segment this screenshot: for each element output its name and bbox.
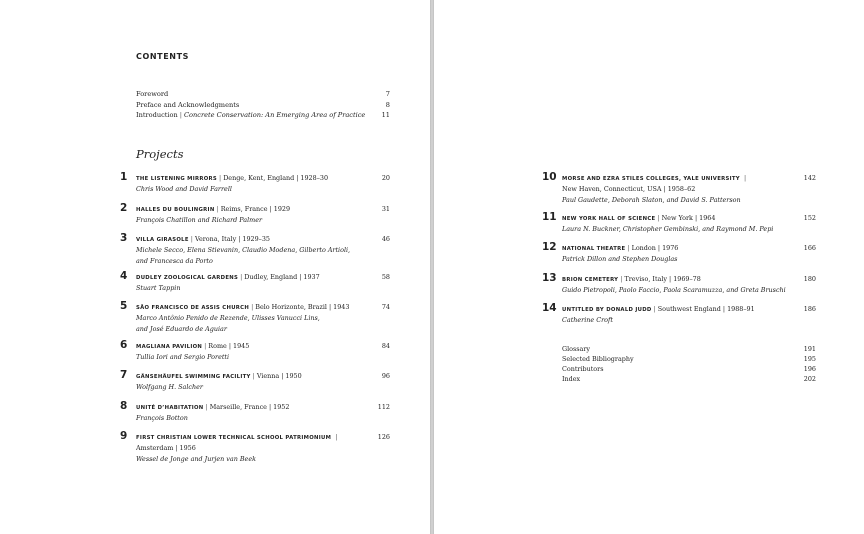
project-page-number: 46: [381, 235, 390, 243]
project-authors: Wessel de Jonge and Jurjen van Beek: [136, 454, 256, 463]
project-number: 11: [542, 211, 557, 223]
project-title: SÃO FRANCISCO DE ASSIS CHURCH: [136, 305, 250, 311]
toc-page-number: 191: [803, 345, 816, 353]
project-title: UNTITLED BY DONALD JUDD: [562, 307, 652, 313]
project-authors: Michele Secco, Elena Stievanin, Claudio Modena, Gilberto Artioli,: [136, 246, 351, 255]
toc-label: Foreword: [136, 90, 169, 98]
project-authors-continued: and José Eduardo de Aguiar: [136, 324, 227, 333]
project-place-date: Reims, France | 1929: [220, 205, 291, 213]
project-authors: Marco Antônio Penido de Rezende, Ulisses Vanucci Lins,: [136, 314, 320, 323]
project-title: HALLES DU BOULINGRIN: [136, 207, 215, 213]
toc-page-number: 195: [803, 355, 816, 363]
project-title: FIRST CHRISTIAN LOWER TECHNICAL SCHOOL PATRIMONIUM: [136, 435, 332, 441]
project-title: THE LISTENING MIRRORS: [136, 176, 218, 182]
project-details: BRION CEMETERY | Treviso, Italy | 1969–78 Guido Pietropoli, Paolo Faccio, Paola Scaramuzza, and Greta Bruschi: [562, 274, 792, 296]
project-number: 3: [120, 232, 128, 244]
project-title: MAGLIANA PAVILION: [136, 344, 203, 350]
project-place-date: New Haven, Connecticut, USA | 1958–62: [562, 185, 696, 194]
project-title: DUDLEY ZOOLOGICAL GARDENS: [136, 275, 239, 281]
project-number: 7: [120, 369, 128, 381]
project-place-date: Marseille, France | 1952: [209, 403, 290, 411]
toc-row-preface[interactable]: [136, 100, 390, 111]
project-place-date: Southwest England | 1988–91: [657, 305, 755, 313]
project-authors: Wolfgang H. Salcher: [136, 383, 203, 392]
project-page-number: 84: [381, 342, 390, 350]
project-details: THE LISTENING MIRRORS | Denge, Kent, England | 1928–30 Chris Wood and David Farrell: [136, 173, 358, 195]
project-number: 14: [542, 302, 557, 314]
project-authors: François Chatillon and Richard Palmer: [136, 216, 263, 225]
project-details: HALLES DU BOULINGRIN | Reims, France | 1929 François Chatillon and Richard Palmer: [136, 204, 358, 226]
project-page-number: 31: [381, 205, 390, 213]
project-page-number: 96: [381, 372, 390, 380]
toc-label: Glossary: [562, 345, 591, 353]
toc-row-index[interactable]: [562, 374, 816, 384]
project-place-date: Denge, Kent, England | 1928–30: [223, 174, 329, 182]
project-page-number: 126: [377, 433, 390, 441]
toc-label: Contributors: [562, 365, 604, 373]
project-title: GÄNSEHÄUFEL SWIMMING FACILITY: [136, 374, 251, 380]
project-page-number: 74: [381, 303, 390, 311]
project-authors: Catherine Croft: [562, 316, 613, 325]
project-authors: François Botton: [136, 414, 188, 423]
toc-label: Selected Bibliography: [562, 355, 634, 363]
project-details: VILLA GIRASOLE | Verona, Italy | 1929–35 Michele Secco, Elena Stievanin, Claudio Modena, Gilberto Artioli, and Francesca da Porto: [136, 234, 358, 266]
toc-page-number: 196: [803, 365, 816, 373]
contents-heading: CONTENTS: [136, 52, 190, 61]
project-number: 5: [120, 300, 128, 312]
project-place-date: Vienna | 1950: [256, 372, 302, 380]
project-number: 8: [120, 400, 128, 412]
project-page-number: 186: [803, 305, 816, 313]
project-page-number: 166: [803, 244, 816, 252]
project-details: MAGLIANA PAVILION | Rome | 1945 Tullia Iori and Sergio Poretti: [136, 341, 358, 363]
project-number: 9: [120, 430, 128, 442]
project-page-number: 142: [803, 174, 816, 182]
project-title: BRION CEMETERY: [562, 277, 619, 283]
toc-page-number: 11: [381, 111, 390, 119]
project-number: 1: [120, 171, 128, 183]
project-page-number: 180: [803, 275, 816, 283]
toc-label: Introduction | Concrete Conservation: An Emerging Area of Practice: [136, 111, 366, 119]
right-page: [434, 0, 864, 534]
project-title: NATIONAL THEATRE: [562, 246, 626, 252]
project-page-number: 112: [377, 403, 390, 411]
project-place-date: Dudley, England | 1937: [244, 273, 320, 281]
project-number: 4: [120, 270, 128, 282]
project-place-date: Belo Horizonte, Brazil | 1943: [255, 303, 350, 311]
project-place-date: Rome | 1945: [208, 342, 250, 350]
project-authors: Stuart Tappin: [136, 284, 181, 293]
project-details: GÄNSEHÄUFEL SWIMMING FACILITY | Vienna | 1950 Wolfgang H. Salcher: [136, 371, 358, 393]
projects-heading: Projects: [136, 147, 184, 161]
project-place-date: Amsterdam | 1956: [136, 444, 196, 453]
toc-label: Preface and Acknowledgments: [136, 100, 240, 109]
project-details: SÃO FRANCISCO DE ASSIS CHURCH | Belo Horizonte, Brazil | 1943 Marco Antônio Penido de Rezende, Ulisses Vanucci Lins, and José Eduardo de Aguiar: [136, 302, 358, 334]
project-number: 12: [542, 241, 557, 253]
toc-row-glossary[interactable]: [562, 344, 816, 354]
project-title: UNITÉ D’HABITATION: [136, 405, 204, 411]
project-authors: Chris Wood and David Farrell: [136, 185, 232, 194]
project-place-date: Verona, Italy | 1929–35: [194, 235, 271, 243]
project-authors: Paul Gaudette, Deborah Slaton, and David S. Patterson: [562, 195, 741, 204]
project-number: 6: [120, 339, 128, 351]
project-title: NEW YORK HALL OF SCIENCE: [562, 216, 656, 222]
toc-row-introduction[interactable]: [136, 110, 390, 121]
toc-subtitle: Concrete Conservation: An Emerging Area of Practice: [184, 111, 366, 119]
project-details: MORSE AND EZRA STILES COLLEGES, YALE UNIVERSITY | New Haven, Connecticut, USA | 1958–62 Paul Gaudette, Deborah Slaton, and David S. Patterson: [562, 173, 792, 205]
project-details: UNTITLED BY DONALD JUDD | Southwest England | 1988–91 Catherine Croft: [562, 304, 792, 326]
toc-label: Index: [562, 375, 581, 383]
project-number: 2: [120, 202, 128, 214]
project-authors: Patrick Dillon and Stephen Douglas: [562, 255, 678, 264]
project-details: DUDLEY ZOOLOGICAL GARDENS | Dudley, England | 1937 Stuart Tappin: [136, 272, 358, 294]
toc-page-number: 7: [385, 90, 390, 98]
project-page-number: 20: [381, 174, 390, 182]
project-page-number: 58: [381, 273, 390, 281]
left-page: [0, 0, 430, 534]
project-number: 13: [542, 272, 557, 284]
project-place-date: New York | 1964: [661, 214, 716, 222]
project-details: UNITÉ D’HABITATION | Marseille, France | 1952 François Botton: [136, 402, 358, 424]
project-authors: Laura N. Buckner, Christopher Gembinski, and Raymond M. Pepi: [562, 225, 774, 234]
project-number: 10: [542, 171, 557, 183]
toc-row-contributors[interactable]: [562, 364, 816, 374]
project-authors: Tullia Iori and Sergio Poretti: [136, 353, 230, 362]
toc-row-foreword[interactable]: [136, 89, 390, 100]
toc-row-bibliography[interactable]: [562, 354, 816, 364]
project-place-date: London | 1976: [631, 244, 679, 252]
project-details: NEW YORK HALL OF SCIENCE | New York | 1964 Laura N. Buckner, Christopher Gembinski, and Raymond M. Pepi: [562, 213, 792, 235]
project-page-number: 152: [803, 214, 816, 222]
project-details: FIRST CHRISTIAN LOWER TECHNICAL SCHOOL PATRIMONIUM | Amsterdam | 1956 Wessel de Jonge and Jurjen van Beek: [136, 432, 358, 464]
project-authors: Guido Pietropoli, Paolo Faccio, Paola Scaramuzza, and Greta Bruschi: [562, 286, 786, 295]
project-title: MORSE AND EZRA STILES COLLEGES, YALE UNIVERSITY: [562, 176, 740, 182]
toc-page-number: 202: [803, 375, 816, 383]
project-authors-continued: and Francesca da Porto: [136, 256, 213, 265]
toc-page-number: 8: [385, 100, 390, 109]
project-place-date: Treviso, Italy | 1969–78: [624, 275, 701, 283]
project-title: VILLA GIRASOLE: [136, 237, 189, 243]
project-details: NATIONAL THEATRE | London | 1976 Patrick Dillon and Stephen Douglas: [562, 243, 792, 265]
